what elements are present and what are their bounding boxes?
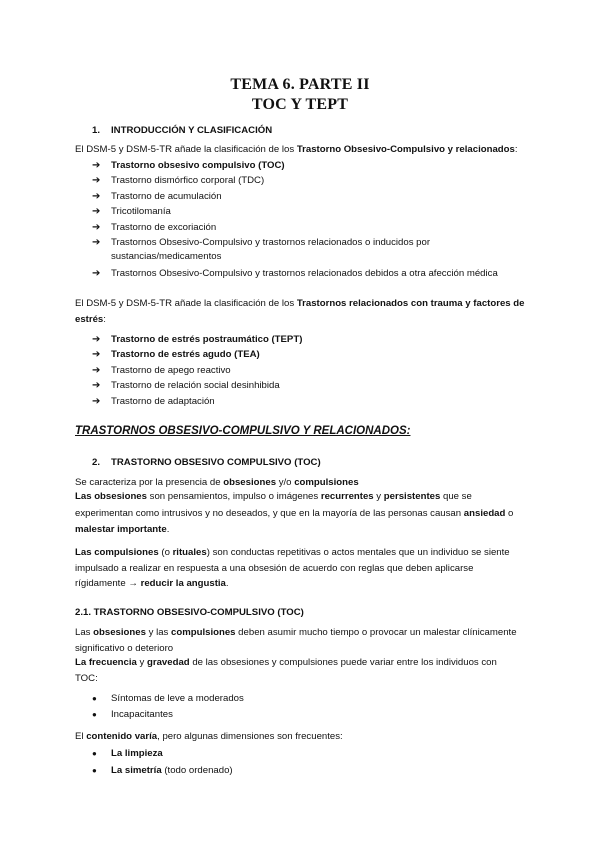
bold-text: obsesiones [93,627,146,638]
heading-number: 2. [92,457,101,468]
document-title-line1: TEMA 6. PARTE II [230,76,370,93]
arrow-icon: ➔ [92,349,101,360]
bold-text: Las obsesiones [75,491,147,502]
arrow-icon: ➔ [92,222,101,233]
bold-text: La frecuencia [75,657,137,668]
arrow-icon: ➔ [92,175,101,186]
intro-bold: Trastorno Obsesivo-Compulsivo y relacionados [296,144,515,155]
text: (todo ordenado) [161,765,233,776]
bold-text: reducir la angustia [140,578,226,589]
section-heading-toc: TRASTORNO OBSESIVO COMPULSIVO (TOC) [111,457,321,468]
bullet-item: Incapacitantes [111,709,173,720]
heading-number: 1. [92,125,101,136]
list-item: Trastornos Obsesivo-Compulsivo y trastornos relacionados debidos a otra afección médica [111,268,498,279]
arrow-icon: ➔ [92,268,101,279]
intro2-bold2: estrés [75,314,104,325]
bold-text: obsesiones [223,477,277,488]
arrow-icon: ➔ [92,191,101,202]
paragraph-compulsiones-line1 [75,546,510,559]
intro2-paragraph-line2 [75,313,106,326]
text: o [505,508,514,519]
bold-text: persistentes [383,491,441,502]
bold-text: gravedad [147,657,190,668]
bold-text: ansiedad [463,508,506,519]
document-title-line2: TOC Y TEPT [251,96,349,113]
list-item: Trastorno dismórfico corporal (TDC) [111,175,265,186]
list-item: Trastorno de apego reactivo [111,365,231,376]
intro-paragraph [75,143,518,156]
section-heading-2-1: 2.1. TRASTORNO OBSESIVO-COMPULSIVO (TOC) [75,607,304,618]
text: . [166,524,170,535]
text: . [225,578,229,589]
bullet-icon: ● [92,710,97,719]
text: experimentan como intrusivos y no deseados, y que en la mayoría de las personas causan [75,508,464,519]
list-item: Trastorno de estrés agudo (TEA) [111,349,260,360]
paragraph-obsesiones-line1 [75,490,472,503]
text: El [75,731,87,742]
list-item: Trastorno de relación social desinhibida [111,380,280,391]
list-item: Tricotilomanía [111,206,171,217]
paragraph-compulsiones-line2: impulsado a realizar en respuesta a una obsesión de acuerdo con reglas que deben aplicarse [75,563,474,574]
bullet-icon: ● [92,766,97,775]
list-item-continuation: sustancias/medicamentos [111,251,222,262]
list-item: Trastorno de acumulación [111,191,222,202]
intro-text: El DSM-5 y DSM-5-TR añade la clasificación de los [75,144,297,155]
bold-text: rituales [172,547,207,558]
list-item: Trastorno obsesivo compulsivo (TOC) [111,160,285,171]
bullet-item: Síntomas de leve a moderados [111,693,244,704]
bullet-icon: ● [92,694,97,703]
text: Las [75,627,94,638]
bullet-item [111,747,163,760]
bold-text: contenido varía [86,731,158,742]
text: rígidamente → [75,578,141,589]
arrow-icon: ➔ [92,396,101,407]
bullet-icon: ● [92,749,97,758]
paragraph-compulsiones-line3 [75,577,229,590]
intro2-paragraph [75,297,524,310]
section-heading-introduccion: INTRODUCCIÓN Y CLASIFICACIÓN [111,125,273,136]
paragraph-frecuencia-line2: TOC: [75,673,98,684]
bold-text: compulsiones [294,477,359,488]
paragraph-asumir-line1 [75,626,517,639]
text: y [136,657,147,668]
text: que se [440,491,472,502]
bold-text: recurrentes [320,491,374,502]
text: de las obsesiones y compulsiones puede variar entre los individuos con [189,657,497,668]
intro2-colon: : [103,314,106,325]
text: ) son conductas repetitivas o actos mentales que un individuo se siente [206,547,510,558]
text: son pensamientos, impulso o imágenes [146,491,321,502]
arrow-icon: ➔ [92,160,101,171]
bold-text: La simetría [111,765,162,776]
bullet-item [111,764,233,777]
bold-text: compulsiones [171,627,236,638]
arrow-icon: ➔ [92,237,101,248]
list-item: Trastorno de excoriación [111,222,217,233]
arrow-icon: ➔ [92,380,101,391]
paragraph-obsesiones-line2 [75,507,513,520]
intro2-bold: Trastornos relacionados con trauma y factores de [296,298,525,309]
paragraph-obsesiones-line3 [75,523,169,536]
text: (o [158,547,173,558]
list-item: Trastorno de adaptación [111,396,215,407]
arrow-icon: ➔ [92,334,101,345]
text: y las [145,627,171,638]
text: Se caracteriza por la presencia de [75,477,224,488]
text: y/o [276,477,295,488]
paragraph-caracteriza [75,476,359,489]
intro-colon: : [514,144,518,155]
list-item: Trastornos Obsesivo-Compulsivo y trastornos relacionados o inducidos por [111,237,431,248]
text: , pero algunas dimensiones son frecuentes: [157,731,343,742]
bold-text: Las compulsiones [75,547,159,558]
paragraph-contenido [75,730,343,743]
text: deben asumir mucho tiempo o provocar un malestar clínicamente [235,627,517,638]
arrow-icon: ➔ [92,206,101,217]
list-item: Trastorno de estrés postraumático (TEPT) [111,334,303,345]
text: y [373,491,384,502]
section-title-trastornos: TRASTORNOS OBSESIVO-COMPULSIVO Y RELACIONADOS: [75,425,411,437]
paragraph-frecuencia-line1 [75,656,497,669]
bold-text: malestar importante [75,524,167,535]
bold-text: La limpieza [111,748,163,759]
arrow-icon: ➔ [92,365,101,376]
paragraph-asumir-line2: significativo o deterioro [75,643,174,654]
intro2-text: El DSM-5 y DSM-5-TR añade la clasificación de los [75,298,297,309]
